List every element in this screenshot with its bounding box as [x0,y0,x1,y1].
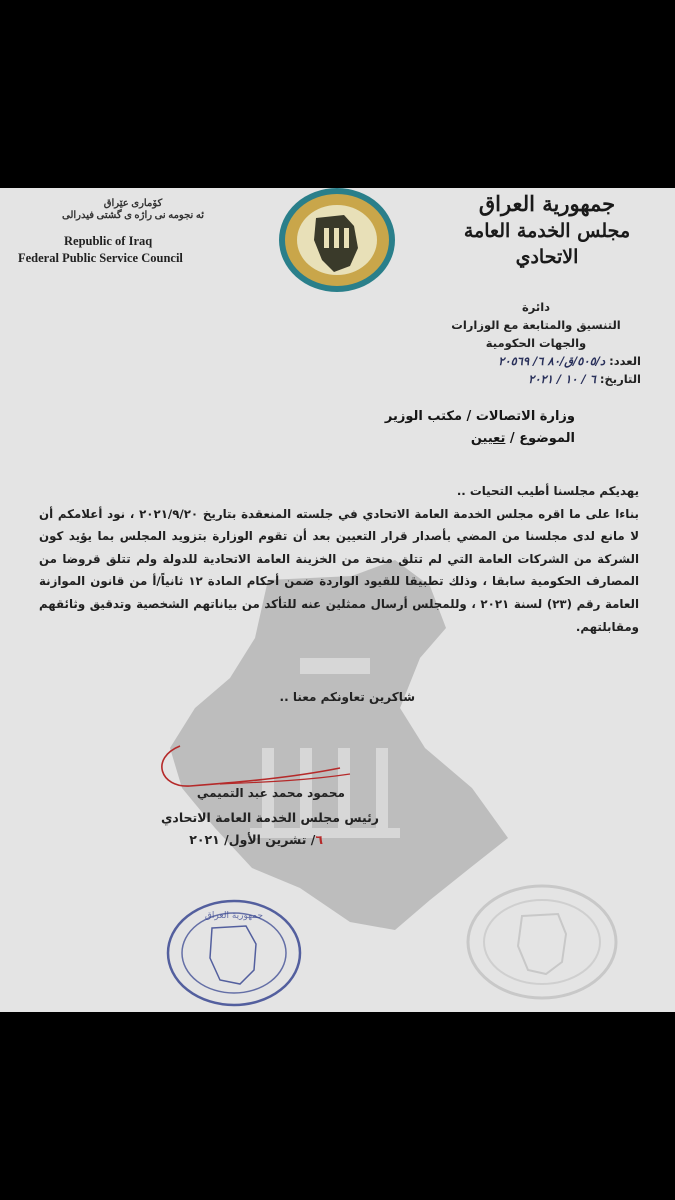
arabic-letterhead [437,190,657,270]
subject-line [255,428,575,450]
number-label: العدد: [609,354,641,368]
signature-date [189,832,323,847]
department-name-2: والجهات الحكومية [485,336,587,350]
subject-value: تعيين [470,431,506,446]
reference-number [401,352,641,370]
department-name-1: التنسيق والمتابعة مع الوزارات [451,318,621,332]
official-blue-stamp [164,898,304,1008]
english-council: Federal Public Service Council [18,251,183,265]
arabic-council: مجلس الخدمة العامة الاتحادي [463,220,631,268]
letter-body [39,480,639,638]
addressee-line: وزارة الاتصالات / مكتب الوزير [384,409,575,424]
arabic-republic: جمهورية العراق [478,191,616,216]
date-value: ٦ / ١٠ / ٢٠٢١ [528,372,596,386]
signatory-title: رئيس مجلس الخدمة العامة الاتحادي [160,810,379,825]
subject-label: الموضوع / [505,431,575,446]
greeting: يهديكم مجلسنا أطيب التحيات .. [456,484,639,498]
reference-date [401,370,641,388]
addressee-block [255,406,575,450]
english-letterhead [18,198,248,266]
signature-date-rest: / تشرين الأول/ ٢٠٢١ [189,832,316,847]
stamp-text: جمهورية العراق [204,911,264,921]
date-label: التاريخ: [599,372,641,386]
body-paragraph: بناءا على ما اقره مجلس الخدمة العامة الاتحادي في جلسته المنعقدة بتاريخ ٢٠٢١/٩/٢٠ ، نود أعلامكم أن لا مانع لدى مجلسنا من المضي بأصدار قرار التعيين بعد أن تقوم الوزارة بتزويد المجلس بما يؤيد كون الشركة من الشركات العامة التي لم تتلق منحة من الخزينة العامة الاتحادية للدولة ولم تتلق قروضا من المصارف الحكومية سابقا ، وذلك تطبيقا للقيود الواردة ضمن أحكام المادة ١٢ ثانياً/أ من قانون الموازنة العامة رقم (٢٣) لسنة ٢٠٢١ ، وللمجلس أرسال ممثلين عنه للتأكد من بياناتهم الشخصية وتدقيق وثائقهم ومقابلتهم. [39,506,639,634]
council-emblem-seal [272,188,402,296]
number-value: د/٥٠٥/ق/٨٠ ٦/ ٢٠٥٦٩ [498,354,606,368]
embossed-seal [462,882,622,1002]
letter-document [0,188,675,1012]
department-label: دائرة [521,300,551,314]
closing-thanks: شاكرين تعاونكم معنا .. [279,690,415,704]
signatory-name: محمود محمد عبد التميمي [196,786,345,800]
department-block [401,298,641,388]
english-republic: Republic of Iraq [64,234,153,248]
signature-date-day: ٦ [315,832,323,847]
kurdish-line-2: ئه نجومه نی راژه ى گشتى فيدرالى [62,210,204,221]
kurdish-line-1: كۆماری عێراق [103,198,163,209]
